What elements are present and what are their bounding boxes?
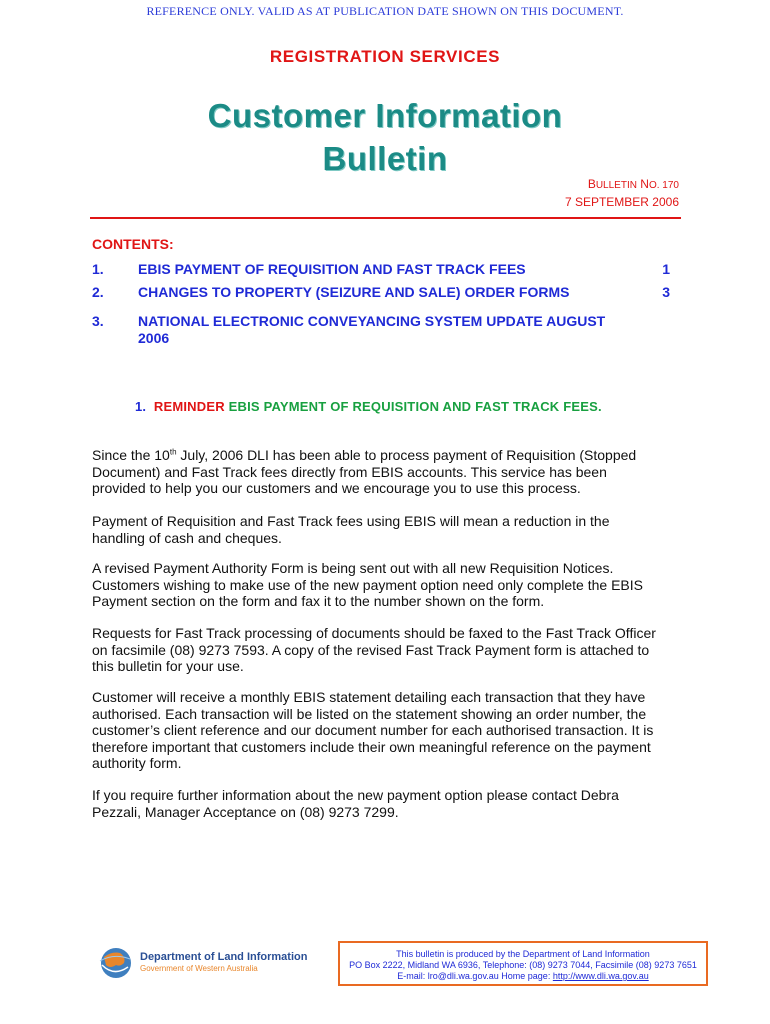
contents-item-page: 3: [662, 284, 670, 300]
footer-contact-box: [338, 941, 708, 986]
logo-sub: Government of Western Australia: [140, 964, 258, 973]
paragraph-1: Since the 10th July, 2006 DLI has been able to process payment of Requisition (Stopped Document) and Fast Track fees directly from EBIS accounts. This service has been provided to help you our customers and we encourage you to use this process.: [92, 447, 637, 496]
paragraph-5: Customer will receive a monthly EBIS statement detailing each transaction that they have authorised. Each transaction will be listed on the statement showing an order number, the customer’s client reference and our document number for each authorised transaction. It is therefore important that customers include their own meaningful reference on the payment authority form.: [92, 689, 654, 771]
contents-item-number: 1.: [92, 261, 104, 277]
contents-item[interactable]: [92, 284, 670, 301]
section-1-heading: [135, 399, 602, 414]
section-1-number: 1.: [135, 399, 147, 414]
footer-line-1: This bulletin is produced by the Department of Land Information: [396, 949, 650, 959]
contents-item-page: [608, 313, 628, 347]
contents-item-title: EBIS PAYMENT OF REQUISITION AND FAST TRACK FEES: [138, 261, 526, 277]
contents-item-title: NATIONAL ELECTRONIC CONVEYANCING SYSTEM UPDATE AUGUST 2006: [138, 313, 606, 346]
title-line-1: Customer Information: [207, 97, 563, 134]
section-1-title: EBIS PAYMENT OF REQUISITION AND FAST TRACK FEES.: [228, 399, 602, 414]
paragraph-6: If you require further information about the new payment option please contact Debra Pezzali, Manager Acceptance on (08) 9273 7299.: [92, 787, 619, 820]
title-line-2: Bulletin: [322, 140, 448, 177]
contents-item-title: CHANGES TO PROPERTY (SEIZURE AND SALE) ORDER FORMS: [138, 284, 570, 300]
bulletin-date: 7 SEPTEMBER 2006: [564, 195, 679, 209]
header-divider: [90, 217, 681, 219]
dli-logo: [94, 943, 324, 983]
page-title: [0, 94, 770, 180]
globe-icon: [94, 943, 324, 983]
paragraph-2: Payment of Requisition and Fast Track fees using EBIS will mean a reduction in the handling of cash and cheques.: [92, 513, 610, 546]
homepage-link[interactable]: http://www.dli.wa.gov.au: [552, 971, 649, 981]
bulletin-meta: [565, 176, 679, 210]
footer-line-3: E-mail: lro@dli.wa.gov.au Home page: http://www.dli.wa.gov.au: [397, 971, 649, 981]
service-heading: REGISTRATION SERVICES: [269, 47, 501, 66]
reference-notice: REFERENCE ONLY. VALID AS AT PUBLICATION DATE SHOWN ON THIS DOCUMENT.: [146, 4, 624, 18]
contents-item-page: 1: [662, 261, 670, 277]
logo-name: Department of Land Information: [140, 951, 308, 963]
contents-item[interactable]: [92, 313, 670, 347]
contents-item[interactable]: [92, 261, 670, 278]
paragraph-4: Requests for Fast Track processing of documents should be faxed to the Fast Track Officer on facsimile (08) 9273 7593. A copy of the revised Fast Track Payment form is attached to this bulletin for your use.: [92, 625, 656, 674]
contents-item-number: 3.: [92, 313, 104, 329]
contents-item-number: 2.: [92, 284, 104, 300]
footer-line-2: PO Box 2222, Midland WA 6936, Telephone: (08) 9273 7044, Facsimile (08) 9273 7651: [349, 960, 697, 970]
section-1-reminder: REMINDER: [153, 399, 225, 414]
paragraph-3: A revised Payment Authority Form is being sent out with all new Requisition Notices. Customers wishing to make use of the new payment option need only complete the EBIS Payment section on the form and fax it to the number shown on the form.: [92, 560, 643, 609]
contents-heading: CONTENTS:: [92, 236, 174, 252]
bulletin-number: BULLETIN NO. 170: [587, 177, 679, 191]
